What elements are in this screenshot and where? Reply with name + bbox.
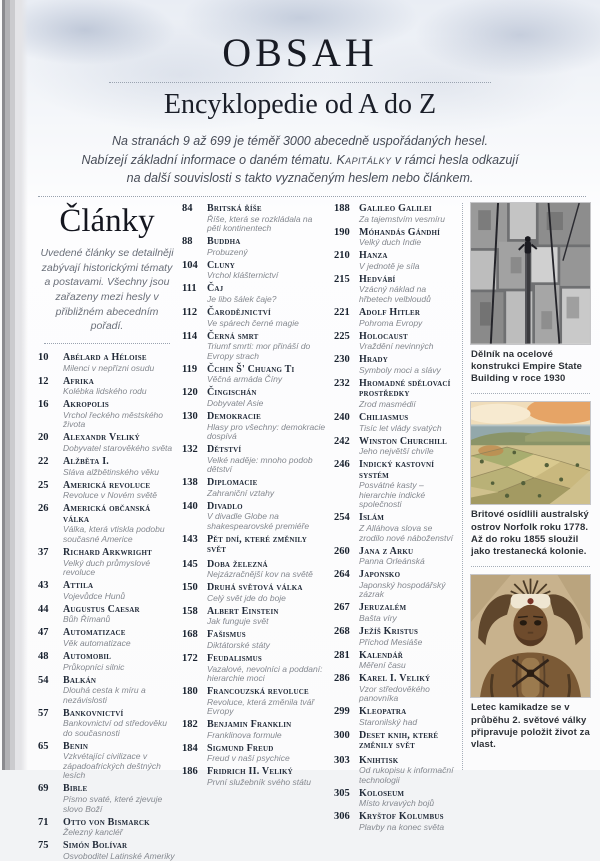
toc-entry-title: Doba železná xyxy=(207,558,268,570)
toc-entry-page-number: 20 xyxy=(38,432,49,444)
toc-entry xyxy=(334,412,456,433)
toc-entry-subtitle: Diktátorské státy xyxy=(207,640,270,650)
toc-entry-title: Čingischán xyxy=(207,387,257,399)
toc-entry-page-number: 180 xyxy=(182,686,198,698)
header-divider xyxy=(38,196,586,197)
articles-divider xyxy=(44,343,170,344)
toc-entry xyxy=(182,236,328,257)
toc-entry-title: Hromadné sdělovací prostředky xyxy=(359,377,451,400)
toc-entry-subtitle: Vrchol klášternictví xyxy=(207,270,279,281)
toc-entry-title: Diplomacie xyxy=(207,477,258,489)
toc-entry-subtitle: Věčná armáda Číny xyxy=(207,374,283,385)
toc-entry-page-number: 54 xyxy=(38,674,49,686)
toc-entry-page-number: 145 xyxy=(182,558,198,570)
toc-entry-page-number: 10 xyxy=(38,352,49,364)
toc-entry-subtitle: Příchod Mesiáše xyxy=(359,636,423,647)
toc-entry xyxy=(38,456,176,477)
toc-entry xyxy=(334,227,456,248)
toc-entry-page-number: 150 xyxy=(182,582,198,594)
toc-entry-title: Afrika xyxy=(63,375,94,387)
toc-entry xyxy=(182,364,328,385)
toc-entry xyxy=(38,547,176,578)
articles-heading: Články xyxy=(59,203,155,239)
toc-entry-title: Deset knih, které změnily svět xyxy=(359,729,439,752)
toc-entry-subtitle: Nejzázračnější kov na světě xyxy=(207,569,313,580)
articles-intro xyxy=(40,205,174,344)
toc-entry xyxy=(334,436,456,457)
toc-entry-title: Bankovnictví xyxy=(63,707,124,719)
toc-entry-title: Buddha xyxy=(207,236,241,248)
figure-empire-state xyxy=(471,203,590,386)
toc-entry-subtitle: V divadle Globe na shakespearovské premiéře xyxy=(207,511,310,531)
toc-entry-title: Winston Churchill xyxy=(359,435,447,447)
toc-entry-page-number: 26 xyxy=(38,503,49,515)
toc-entry-title: Jeruzalém xyxy=(359,602,407,614)
toc-entry-title: Benin xyxy=(63,740,89,752)
toc-entry-page-number: 75 xyxy=(38,840,49,852)
toc-entry-title: Kalendář xyxy=(359,649,403,661)
toc-entry-page-number: 120 xyxy=(182,387,198,399)
toc-entry-title: Fašismus xyxy=(207,629,246,641)
toc-entry-title: Richard Arkwright xyxy=(63,547,153,559)
contents-body xyxy=(38,203,590,861)
intro-smallcaps-word: Kapitálky xyxy=(336,152,392,167)
toc-entry-subtitle: Velký duch Indie xyxy=(359,237,422,248)
toc-entry xyxy=(182,203,328,234)
toc-entry-title: Demokracie xyxy=(207,410,261,422)
toc-entry-subtitle: Revoluce v Novém světě xyxy=(63,490,158,501)
toc-entry-title: Simón Bolívar xyxy=(63,840,128,852)
toc-entry-page-number: 71 xyxy=(38,816,49,828)
toc-entry-page-number: 158 xyxy=(182,605,198,617)
figure-caption: Britové osídlili australský ostrov Norfolk roku 1778. Až do roku 1855 sloužil jako trestanecká kolonie. xyxy=(471,509,589,558)
toc-entry xyxy=(334,626,456,647)
toc-entry-page-number: 215 xyxy=(334,273,350,285)
figure-caption: Dělník na ocelové konstrukci Empire State Building v roce 1930 xyxy=(471,348,583,385)
toc-entry-title: Akropolis xyxy=(63,399,109,411)
toc-entry-title: Americká občanská válka xyxy=(63,503,151,525)
toc-entry-subtitle: Posvátné kasty – hierarchie indické společnosti xyxy=(359,480,426,510)
toc-entry-title: Knihtisk xyxy=(359,754,399,766)
toc-entry-title: Bible xyxy=(63,783,88,795)
toc-entry-subtitle: Triumf smrti: mor přináší do Evropy strach xyxy=(207,341,311,361)
toc-entry-title: Čchin Š' Chuang Ti xyxy=(207,363,295,375)
toc-entry-title: Britská říše xyxy=(207,203,262,214)
toc-entry-subtitle: Franklinova formule xyxy=(207,729,282,740)
toc-entry xyxy=(182,719,328,740)
toc-entry-page-number: 12 xyxy=(38,375,49,387)
toc-entry-page-number: 184 xyxy=(182,742,198,754)
toc-entry-title: Benjamin Franklin xyxy=(207,719,292,731)
toc-entry-subtitle: Za tajemstvím vesmíru xyxy=(359,213,445,224)
toc-entry xyxy=(38,675,176,706)
toc-entry-subtitle: Dobyvatel Asie xyxy=(207,397,264,408)
toc-entry-page-number: 16 xyxy=(38,399,49,411)
toc-entry-subtitle: Dlouhá cesta k míru a nezávislosti xyxy=(63,685,146,705)
page-title: OBSAH xyxy=(222,30,378,75)
page-header xyxy=(0,0,600,188)
toc-entry-page-number: 88 xyxy=(182,236,193,248)
toc-entry-subtitle: Jak funguje svět xyxy=(207,616,269,627)
toc-entry-title: Ježíš Kristus xyxy=(359,625,419,637)
toc-entry-subtitle: Revoluce, která změnila tvář Evropy xyxy=(207,696,315,717)
toc-entry-subtitle: Jeho největší chvíle xyxy=(359,446,434,457)
toc-entry xyxy=(38,604,176,625)
toc-entry xyxy=(334,354,456,375)
toc-entry xyxy=(334,274,456,305)
toc-entry xyxy=(38,627,176,648)
toc-entry-title: Móhandás Gándhí xyxy=(359,226,441,238)
toc-entry-subtitle: Vzor středověkého panovníka xyxy=(359,683,430,704)
toc-entry-title: Otto von Bismarck xyxy=(63,816,150,828)
toc-entry-title: Chiliasmus xyxy=(359,411,409,423)
toc-entry-subtitle: Hlasy pro všechny: demokracie dospívá xyxy=(207,421,326,442)
toc-list-1 xyxy=(38,352,176,861)
toc-entry xyxy=(334,788,456,809)
toc-entry-title: Dětství xyxy=(207,444,242,456)
toc-entry-subtitle: Zrod masmédií xyxy=(359,398,416,409)
toc-entry-page-number: 221 xyxy=(334,306,350,318)
figure-divider xyxy=(471,566,590,567)
toc-entry-subtitle: Bůh Římanů xyxy=(63,614,111,625)
toc-entry-page-number: 114 xyxy=(182,330,198,342)
toc-entry-subtitle: Z Alláhova slova se zrodilo nové náboženství xyxy=(359,523,454,543)
toc-entry-page-number: 240 xyxy=(334,411,350,423)
toc-entry-subtitle: Dobyvatel starověkého světa xyxy=(63,443,173,454)
toc-entry xyxy=(334,730,456,752)
figure-kamikaze-pilot xyxy=(471,575,590,752)
toc-entry-title: Alexandr Veliký xyxy=(63,432,140,444)
toc-entry xyxy=(182,307,328,328)
toc-entry-page-number: 111 xyxy=(182,283,197,295)
toc-entry-page-number: 186 xyxy=(182,766,198,778)
toc-entry-subtitle: Vojevůdce Hunů xyxy=(63,590,126,601)
toc-entry-subtitle: Symboly moci a slávy xyxy=(359,364,441,375)
toc-entry xyxy=(182,606,328,627)
toc-entry-subtitle: V jednotě je síla xyxy=(359,260,420,271)
toc-entry-title: Sigmund Freud xyxy=(207,742,274,754)
toc-entry-page-number: 306 xyxy=(334,811,350,823)
toc-entry-page-number: 119 xyxy=(182,363,198,375)
toc-entry xyxy=(38,708,176,739)
toc-entry-title: Druhá světová válka xyxy=(207,582,303,594)
toc-entry-title: Hedvábí xyxy=(359,273,396,285)
toc-entry xyxy=(182,501,328,532)
toc-entry xyxy=(334,203,456,224)
toc-entry-subtitle: Kolébka lidského rodu xyxy=(63,386,147,397)
toc-entry-title: Čarodějnictví xyxy=(207,306,271,318)
toc-entry-page-number: 232 xyxy=(334,377,350,389)
toc-entry-page-number: 246 xyxy=(334,459,350,471)
toc-column-2 xyxy=(182,203,328,788)
toc-entry-title: Japonsko xyxy=(359,569,401,581)
toc-entry xyxy=(38,817,176,838)
toc-entry-page-number: 225 xyxy=(334,330,350,342)
toc-entry-title: Adolf Hitler xyxy=(359,306,421,318)
toc-entry xyxy=(182,653,328,684)
toc-entry-subtitle: Pohroma Evropy xyxy=(359,317,423,328)
toc-entry xyxy=(334,706,456,727)
toc-entry-title: Balkán xyxy=(63,674,97,686)
toc-entry xyxy=(38,783,176,814)
toc-entry xyxy=(334,602,456,623)
toc-entry-subtitle: První služebník svého státu xyxy=(207,777,311,788)
toc-entry-title: Kleopatra xyxy=(359,706,407,718)
toc-list-2 xyxy=(182,203,328,788)
toc-entry-subtitle: Osvoboditel Latinské Ameriky xyxy=(63,850,175,861)
toc-entry-subtitle: Vazalové, nevolníci a poddaní: hierarchie moci xyxy=(207,663,323,684)
toc-entry-page-number: 22 xyxy=(38,456,49,468)
toc-entry-subtitle: Probuzený xyxy=(207,246,248,257)
toc-entry-page-number: 143 xyxy=(182,533,198,545)
toc-entry xyxy=(334,331,456,352)
toc-entry-page-number: 182 xyxy=(182,719,198,731)
toc-entry-subtitle: Freud v naší psychice xyxy=(207,753,290,764)
figure-caption: Letec kamikadze se v průběhu 2. světové války připravuje položit život za vlast. xyxy=(471,702,590,751)
toc-entry xyxy=(334,811,456,832)
toc-entry-page-number: 300 xyxy=(334,729,350,741)
toc-entry-page-number: 48 xyxy=(38,650,49,662)
toc-entry-page-number: 172 xyxy=(182,653,198,665)
toc-entry-page-number: 267 xyxy=(334,602,350,614)
toc-entry xyxy=(334,673,456,704)
toc-entry-page-number: 140 xyxy=(182,500,198,512)
toc-entry-title: Augustus Caesar xyxy=(63,603,140,615)
toc-entry xyxy=(182,534,328,556)
toc-entry-title: Francouzská revoluce xyxy=(207,686,309,698)
toc-entry xyxy=(182,444,328,475)
intro-line: Na stranách 9 až 699 je téměř 3000 abecedně uspořádaných hesel. xyxy=(112,133,488,148)
toc-entry-subtitle: Věk automatizace xyxy=(63,637,131,648)
toc-entry xyxy=(182,411,328,442)
toc-entry-subtitle: Tisíc let vlády svatých xyxy=(359,422,442,433)
toc-entry-subtitle: Velký duch průmyslové revoluce xyxy=(63,557,151,578)
toc-entry-page-number: 286 xyxy=(334,673,350,685)
toc-entry-subtitle: Milenci v nepřízni osudu xyxy=(63,362,155,373)
toc-entry xyxy=(38,376,176,397)
toc-entry-page-number: 69 xyxy=(38,783,49,795)
toc-entry xyxy=(182,331,328,362)
toc-entry xyxy=(182,283,328,304)
toc-entry xyxy=(334,459,456,510)
toc-entry xyxy=(38,399,176,430)
scanned-page-edge xyxy=(0,0,28,770)
toc-entry xyxy=(182,629,328,650)
toc-entry-subtitle: Sláva alžbětinského věku xyxy=(63,466,159,477)
toc-entry-subtitle: Písmo svaté, které zjevuje slovo Boží xyxy=(63,794,163,814)
toc-entry-page-number: 190 xyxy=(334,226,350,238)
toc-entry-title: Americká revoluce xyxy=(63,479,151,491)
toc-entry-subtitle: Velké naděje: mnoho podob dětství xyxy=(207,454,313,475)
toc-entry-page-number: 132 xyxy=(182,444,198,456)
toc-entry-page-number: 303 xyxy=(334,754,350,766)
toc-entry-title: Albert Einstein xyxy=(207,605,279,617)
toc-entry xyxy=(38,480,176,501)
toc-entry-subtitle: Bankovnictví od středověku do současnosti xyxy=(63,718,167,738)
toc-entry-title: Fridrich II. Veliký xyxy=(207,766,293,778)
toc-entry-subtitle: Plavby na konec světa xyxy=(359,821,445,832)
toc-entry xyxy=(334,250,456,271)
toc-entry-subtitle: Válka, která vtiskla podobu současné Americe xyxy=(63,524,165,544)
toc-entry-subtitle: Japonský hospodářský zázrak xyxy=(359,579,446,600)
toc-entry-page-number: 299 xyxy=(334,706,350,718)
toc-column-1 xyxy=(38,203,176,861)
toc-entry xyxy=(182,559,328,580)
toc-entry xyxy=(38,840,176,861)
toc-entry-title: Holocaust xyxy=(359,330,408,342)
toc-entry-title: Cluny xyxy=(207,259,236,271)
toc-entry-page-number: 112 xyxy=(182,306,198,318)
toc-entry-title: Karel I. Veliký xyxy=(359,673,431,685)
figure-divider xyxy=(471,393,590,394)
toc-entry xyxy=(38,503,176,544)
toc-entry-subtitle: Bašta víry xyxy=(359,612,397,623)
toc-entry-page-number: 57 xyxy=(38,707,49,719)
figure-norfolk-island xyxy=(471,402,590,559)
toc-entry-page-number: 188 xyxy=(334,203,350,214)
toc-entry-title: Koloseum xyxy=(359,787,405,799)
intro-line xyxy=(0,151,600,170)
toc-entry-subtitle: Vraždění nevinných xyxy=(359,341,434,352)
toc-entry-subtitle: Vzácný náklad na hřbetech velbloudů xyxy=(359,284,431,304)
toc-entry-subtitle: Vzkvétající civilizace v západoafrických deštných lesích xyxy=(63,751,161,781)
toc-column-3 xyxy=(334,203,456,832)
toc-entry-page-number: 44 xyxy=(38,603,49,615)
kamikaze-pilot-photo xyxy=(471,575,590,698)
toc-entry xyxy=(334,546,456,567)
toc-entry-subtitle: Místo krvavých bojů xyxy=(359,798,435,809)
toc-entry-page-number: 242 xyxy=(334,435,350,447)
toc-entry-title: Abélard a Héloise xyxy=(63,352,147,364)
toc-entry-page-number: 130 xyxy=(182,410,198,422)
toc-entry xyxy=(334,307,456,328)
toc-entry-subtitle: Celý svět jde do boje xyxy=(207,592,286,603)
intro-line-part: v rámci hesla odkazují xyxy=(391,152,519,167)
toc-entry-title: Kryštof Kolumbus xyxy=(359,811,444,823)
toc-entry-page-number: 104 xyxy=(182,259,198,271)
toc-entry xyxy=(38,580,176,601)
toc-entry-title: Alžběta I. xyxy=(63,456,109,468)
toc-entry-subtitle: Vrchol řeckého městského života xyxy=(63,409,164,430)
toc-entry-title: Automatizace xyxy=(63,627,126,639)
toc-entry xyxy=(182,387,328,408)
toc-entry-page-number: 281 xyxy=(334,649,350,661)
toc-entry-title: Divadlo xyxy=(207,500,243,512)
toc-entry xyxy=(334,378,456,410)
toc-entry-page-number: 138 xyxy=(182,477,198,489)
toc-entry xyxy=(334,569,456,600)
toc-entry-title: Galileo Galilei xyxy=(359,203,432,214)
toc-entry-subtitle: Staronilský had xyxy=(359,716,418,727)
toc-entry xyxy=(38,432,176,453)
toc-entry xyxy=(182,743,328,764)
toc-entry-page-number: 47 xyxy=(38,627,49,639)
toc-entry-subtitle: Panna Orleánská xyxy=(359,556,425,567)
toc-entry-page-number: 210 xyxy=(334,250,350,262)
toc-entry xyxy=(38,741,176,781)
toc-entry-subtitle: Je libo šálek čaje? xyxy=(207,293,277,304)
toc-list-3 xyxy=(334,203,456,832)
toc-entry xyxy=(38,352,176,373)
title-divider xyxy=(109,82,491,83)
intro-text xyxy=(0,132,600,188)
toc-entry-title: Automobil xyxy=(63,650,112,662)
toc-entry-title: Feudalismus xyxy=(207,653,262,665)
toc-entry-page-number: 25 xyxy=(38,479,49,491)
intro-line: na další souvislosti s takto vyznačeným heslem nebo článkem. xyxy=(126,171,474,186)
toc-entry-title: Čaj xyxy=(207,283,224,295)
toc-entry-page-number: 268 xyxy=(334,625,350,637)
toc-entry xyxy=(182,477,328,498)
toc-entry xyxy=(182,686,328,717)
toc-entry-subtitle: Říše, která se rozkládala na pěti kontinentech xyxy=(207,213,313,234)
toc-entry-page-number: 230 xyxy=(334,354,350,366)
toc-entry-subtitle: Průkopníci silnic xyxy=(63,661,125,672)
toc-entry-subtitle: Zahraniční vztahy xyxy=(207,487,275,498)
articles-description: Uvedené články se detailněji zabývají historickými tématy a postavami. Všechny jsou zařazeny mezi hesly v přibližném abecedním pořadí. xyxy=(40,247,174,333)
norfolk-island-painting xyxy=(471,402,590,505)
image-sidebar xyxy=(462,203,590,770)
toc-entry-subtitle: Od rukopisu k informační technologii xyxy=(359,765,454,785)
toc-entry-page-number: 84 xyxy=(182,203,193,214)
toc-entry-page-number: 254 xyxy=(334,512,350,524)
toc-entry-title: Pět dní, které změnily svět xyxy=(207,533,307,556)
toc-entry-title: Jana z Arku xyxy=(359,545,414,557)
toc-entry-title: Islám xyxy=(359,512,385,524)
toc-entry-title: Attila xyxy=(63,580,94,592)
toc-entry-title: Hrady xyxy=(359,354,388,366)
toc-entry-page-number: 43 xyxy=(38,580,49,592)
toc-entry xyxy=(182,582,328,603)
toc-entry-title: Černá smrt xyxy=(207,330,259,342)
toc-entry-page-number: 305 xyxy=(334,787,350,799)
toc-entry-subtitle: Ve spárech černé magie xyxy=(207,317,299,328)
toc-entry-title: Indický kastovní systém xyxy=(359,459,435,481)
toc-entry xyxy=(38,651,176,672)
toc-entry-subtitle: Železný kancléř xyxy=(63,827,123,838)
toc-entry-page-number: 37 xyxy=(38,547,49,559)
toc-entry-subtitle: Měření času xyxy=(359,660,406,671)
toc-entry-page-number: 168 xyxy=(182,629,198,641)
toc-entry xyxy=(334,650,456,671)
intro-line-part: Nabízejí základní informace o daném tématu. xyxy=(81,152,337,167)
toc-entry xyxy=(334,512,456,543)
empire-state-photo xyxy=(471,203,590,344)
toc-entry-page-number: 260 xyxy=(334,545,350,557)
page-subtitle: Encyklopedie od A do Z xyxy=(163,89,437,120)
toc-entry-page-number: 264 xyxy=(334,569,350,581)
toc-entry-title: Hanza xyxy=(359,250,388,262)
toc-entry xyxy=(182,260,328,281)
toc-entry-page-number: 65 xyxy=(38,740,49,752)
